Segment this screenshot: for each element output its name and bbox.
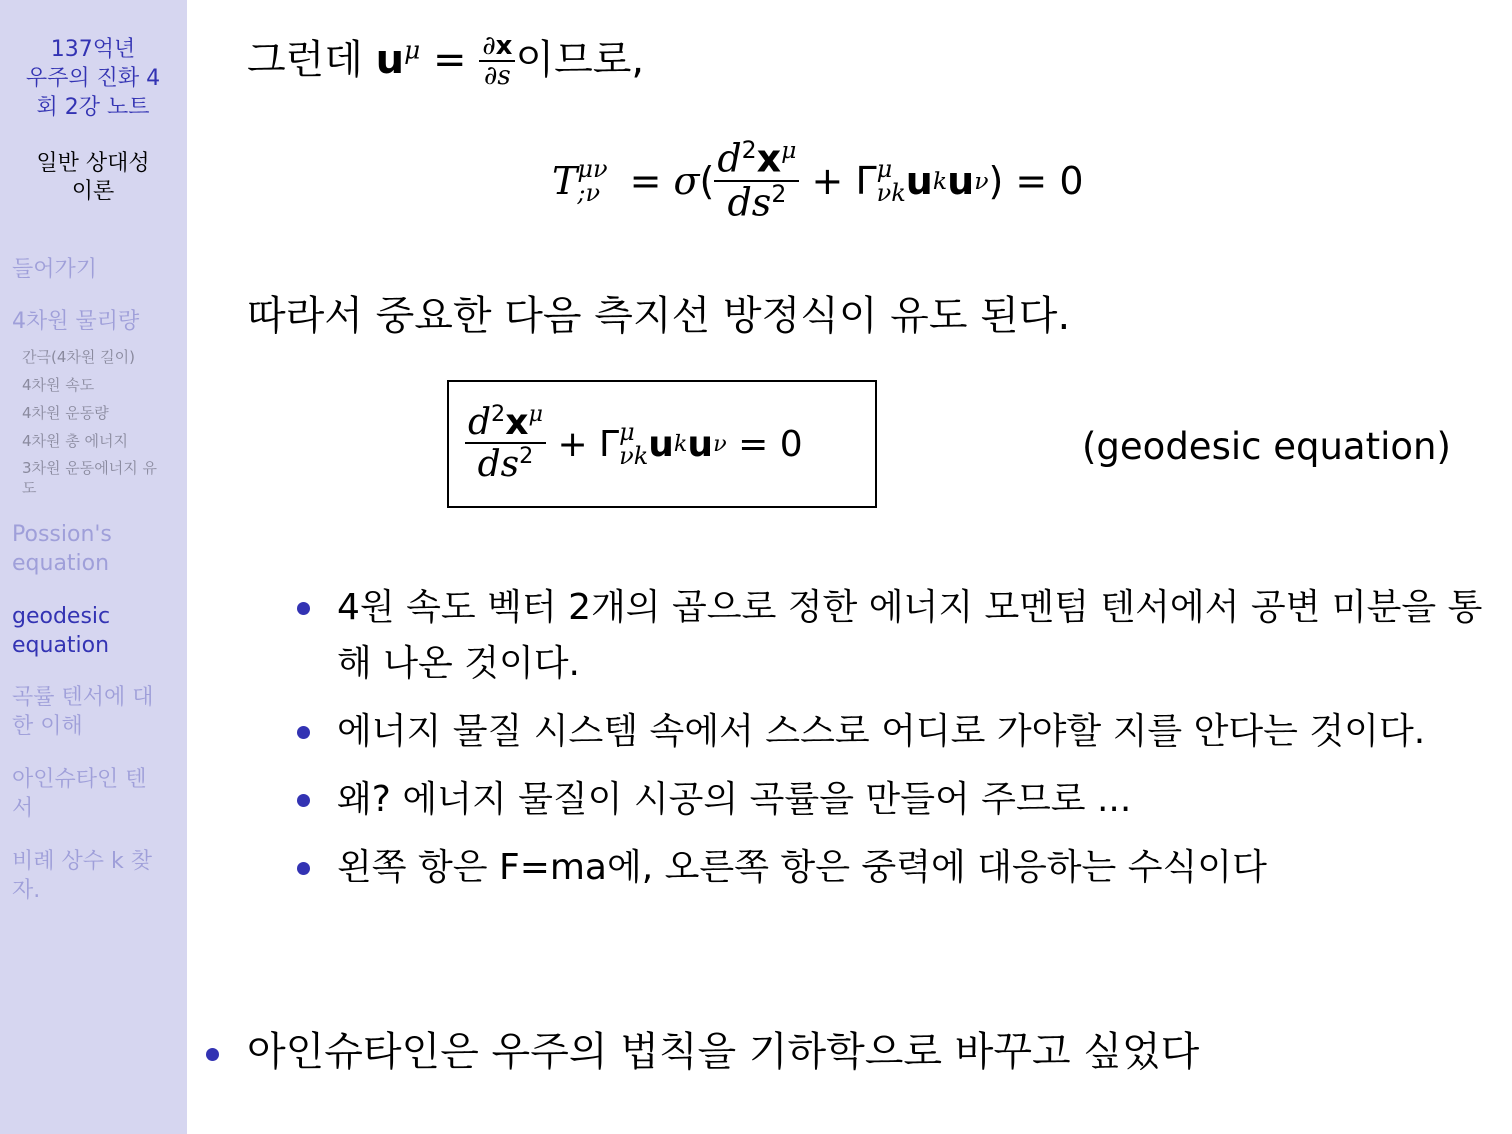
nav-subsection-4d-energy[interactable]: 4차원 총 에너지 <box>22 432 129 450</box>
list-item <box>287 704 1487 760</box>
nav-section-curvature-tensor[interactable]: 곡률 텐서에 대한 이해 <box>12 685 154 739</box>
presentation-title[interactable] <box>8 35 178 122</box>
nav-section-intro[interactable]: 들어가기 <box>12 257 98 282</box>
top-level-bullet-text: 아인슈타인은 우주의 법칙을 기하학으로 바꾸고 싶었다 <box>247 1029 1200 1075</box>
math-equals: = <box>432 37 467 83</box>
top-level-bullet <box>202 1020 1199 1077</box>
bullet-dot-icon <box>297 794 310 807</box>
partial-fraction <box>479 33 515 91</box>
nav-section-geodesic[interactable]: geodesic equation <box>12 604 111 658</box>
nav-subsection-kinetic-energy[interactable]: 3차원 운동에너지 유도 <box>22 459 158 497</box>
nav-section-poisson[interactable]: Possion's equation <box>12 522 112 576</box>
nav-section-constant-k[interactable]: 비례 상수 k 찾자. <box>12 849 152 903</box>
second-derivative-fraction: $\frac{d^2x^\mu}{ds^2}$ <box>714 138 799 224</box>
sidebar <box>0 0 187 1134</box>
list-item-text: 에너지 물질 시스템 속에서 스스로 어디로 가야할 지를 안다는 것이다. <box>337 711 1426 752</box>
list-item <box>287 840 1487 896</box>
subtitle-line: 이론 <box>71 179 115 204</box>
intro-line <box>247 28 644 91</box>
title-line: 우주의 진화 4 <box>25 66 161 91</box>
bullet-dot-icon <box>297 862 310 875</box>
fraction-denominator: ∂s <box>483 61 511 92</box>
slide-content <box>187 0 1512 1134</box>
stress-energy-divergence-equation: T μν ;ν = σ ( $\frac{d^2x^\mu}{ds^2}$ + Γ μ νk u k u ν ) = 0 <box>552 136 1084 225</box>
list-item <box>287 772 1487 828</box>
equation-tag: (geodesic equation) <box>1082 425 1451 468</box>
nav-subsection-interval[interactable]: 간극(4차원 길이) <box>22 348 135 366</box>
bullet-dot-icon <box>297 602 310 615</box>
list-item-text: 4원 속도 벡터 2개의 곱으로 정한 에너지 모멘텀 텐서에서 공변 미분을 통해 나온 것이다. <box>337 587 1483 684</box>
subtitle-line: 일반 상대성 <box>36 151 150 176</box>
second-derivative-fraction: $\frac{d^2x^\mu}{ds^2}$ <box>465 403 546 484</box>
title-line: 137억년 <box>50 37 136 62</box>
title-line: 회 2강 노트 <box>36 95 150 120</box>
bullet-list <box>287 580 1487 908</box>
geodesic-equation-box: $\frac{d^2x^\mu}{ds^2}$ + Γ μ νk u k u ν = 0 <box>447 380 877 508</box>
list-item-text: 왼쪽 항은 F=ma에, 오른쪽 항은 중력에 대응하는 수식이다 <box>337 847 1267 888</box>
intro-line-prefix: 그런데 <box>247 37 376 83</box>
list-item <box>287 580 1487 692</box>
bullet-dot-icon <box>297 726 310 739</box>
math-mu: μ <box>404 35 421 65</box>
nav-section-4d-quantities[interactable]: 4차원 물리량 <box>12 309 140 334</box>
intro-line-suffix: 이므로, <box>515 37 645 83</box>
list-item-text: 왜? 에너지 물질이 시공의 곡률을 만들어 주므로 ... <box>337 779 1132 820</box>
nav-section-einstein-tensor[interactable]: 아인슈타인 텐서 <box>12 767 147 821</box>
presentation-subtitle[interactable] <box>8 150 178 206</box>
tensor-indices: μν ;ν <box>577 155 608 207</box>
derivation-statement: 따라서 중요한 다음 측지선 방정식이 유도 된다. <box>247 293 1071 339</box>
nav-subsection-4d-velocity[interactable]: 4차원 속도 <box>22 376 95 394</box>
math-u: u <box>375 37 405 83</box>
fraction-numerator: ∂x <box>479 33 515 62</box>
bullet-dot-icon <box>206 1048 219 1061</box>
nav-subsection-4d-momentum[interactable]: 4차원 운동량 <box>22 404 109 422</box>
